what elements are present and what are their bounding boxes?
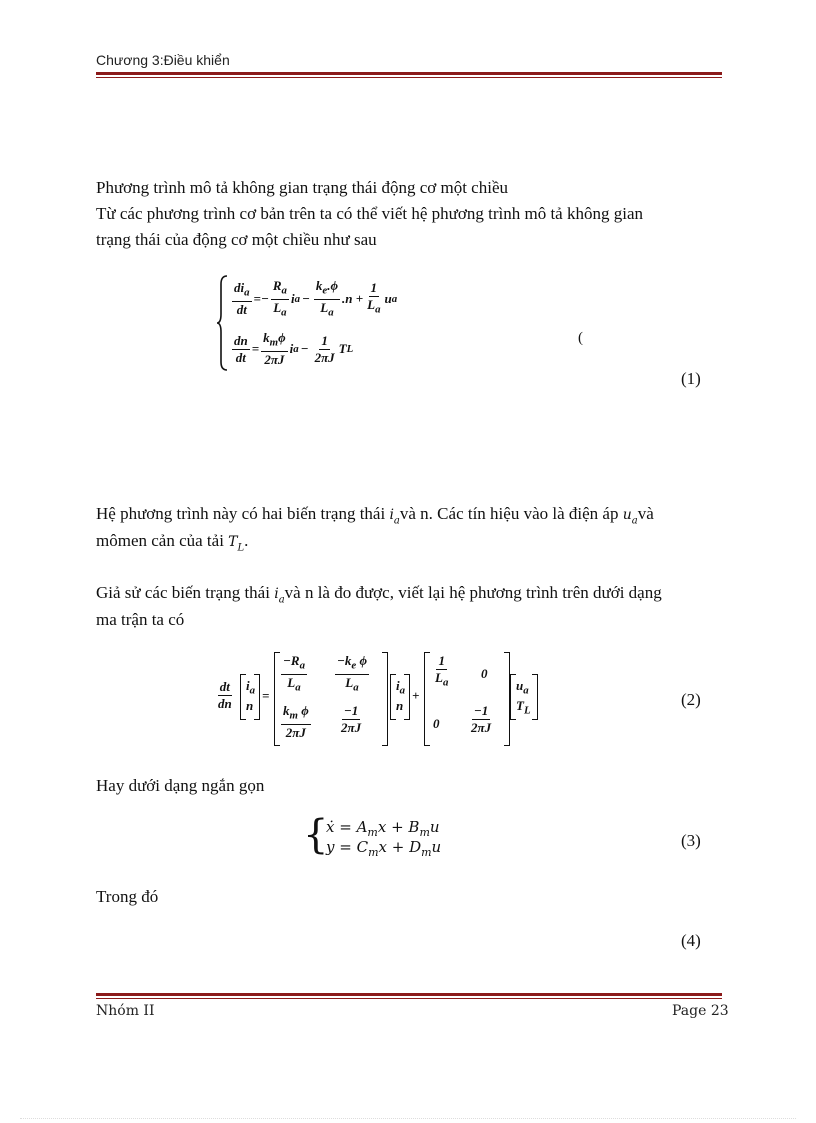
eq2-b11: $\frac{1}{L_a}$ <box>435 653 449 689</box>
footer-rule-thin <box>96 998 722 999</box>
eq2-a11: $\frac{-R_a}{L_a}$ <box>283 653 305 694</box>
eq2-x-vector: $i_a$ n <box>390 674 410 720</box>
equation-2 <box>214 652 544 748</box>
footer-group-name: Nhóm II <box>96 1003 155 1019</box>
equation-3-line-2: $y = C_mx + D_mu$ <box>326 838 442 859</box>
eq2-plus: + <box>412 688 420 703</box>
equation-1-line-2: $\frac{dn}{dt}$ = $\frac{k_m\phi}{2\pi J}$ i a − $\frac{1}{2\pi J}$ T L <box>234 330 354 367</box>
equation-1 <box>216 272 476 372</box>
equation-1-line-1: $\frac{di_a}{dt}$ =− $\frac{R_a}{L_a}$ i a − $\frac{k_e.\phi}{L_a}$ .n + $\frac{1}{L_a}$ u a <box>234 277 398 319</box>
paragraph-3-line-2: ma trận ta có <box>96 610 185 629</box>
paragraph-5: Trong đó <box>96 887 159 906</box>
eq2-b22: $\frac{-1}{2\pi J}$ <box>471 703 492 735</box>
chapter-title: Chương 3:Điều khiển <box>96 52 230 68</box>
system-brace-1 <box>216 274 230 372</box>
footer-page-number: Page 23 <box>672 1003 729 1019</box>
eq2-a22: $\frac{-1}{2\pi J}$ <box>341 703 362 735</box>
eq2-b21: 0 <box>433 716 440 731</box>
paragraph-2-line-1: Hệ phương trình này có hai biến trạng thái $i_avà$ n. Các tín hiệu vào là điện áp $u_avà$ <box>96 504 654 527</box>
paragraph-3-line-1: Giả sử các biến trạng thái $i_avà$ n là đo được, viết lại hệ phương trình trên dưới dạng <box>96 583 662 606</box>
paragraph-2-line-2: mômen cản của tải $T_L$. <box>96 531 249 554</box>
section-heading: Phương trình mô tả không gian trạng thái động cơ một chiều <box>96 178 508 197</box>
header-rule-thin <box>96 77 722 78</box>
equation-2-number: (2) <box>681 690 701 709</box>
eq2-matrix-a <box>274 652 388 746</box>
eq2-lhs-derivative: $\frac{dt}{dn}$ <box>218 679 232 711</box>
header-rule-thick <box>96 72 722 75</box>
eq3-brace-spacer <box>303 812 304 813</box>
intro-line-2: trạng thái của động cơ một chiều như sau <box>96 230 377 249</box>
stray-paren: ( <box>578 330 583 346</box>
paragraph-4: Hay dưới dạng ngắn gọn <box>96 776 265 795</box>
eq2-a12: $\frac{-k_e \phi}{L_a}$ <box>337 653 367 694</box>
eq2-state-vector: $i_a$ n <box>240 674 260 720</box>
equation-4-number: (4) <box>681 931 701 950</box>
eq2-b12: 0 <box>481 666 488 681</box>
equation-3-number: (3) <box>681 831 701 850</box>
intro-line-1: Từ các phương trình cơ bản trên ta có thể viết hệ phương trình mô tả không gian <box>96 204 643 223</box>
eq2-u-vector: $u_a$ $T_L$ <box>510 674 538 720</box>
equation-1-number: (1) <box>681 369 701 388</box>
eq2-a21: $\frac{k_m \phi}{2\pi J}$ <box>283 703 309 740</box>
eq2-equals: = <box>262 688 270 703</box>
footer-rule-thick <box>96 993 722 996</box>
eq2-matrix-b <box>424 652 510 746</box>
page-bottom-edge <box>20 1118 796 1119</box>
equation-3-line-1: ẋ = $A_mx + B_mu$ <box>326 818 440 839</box>
eq3-brace: { <box>303 812 329 858</box>
